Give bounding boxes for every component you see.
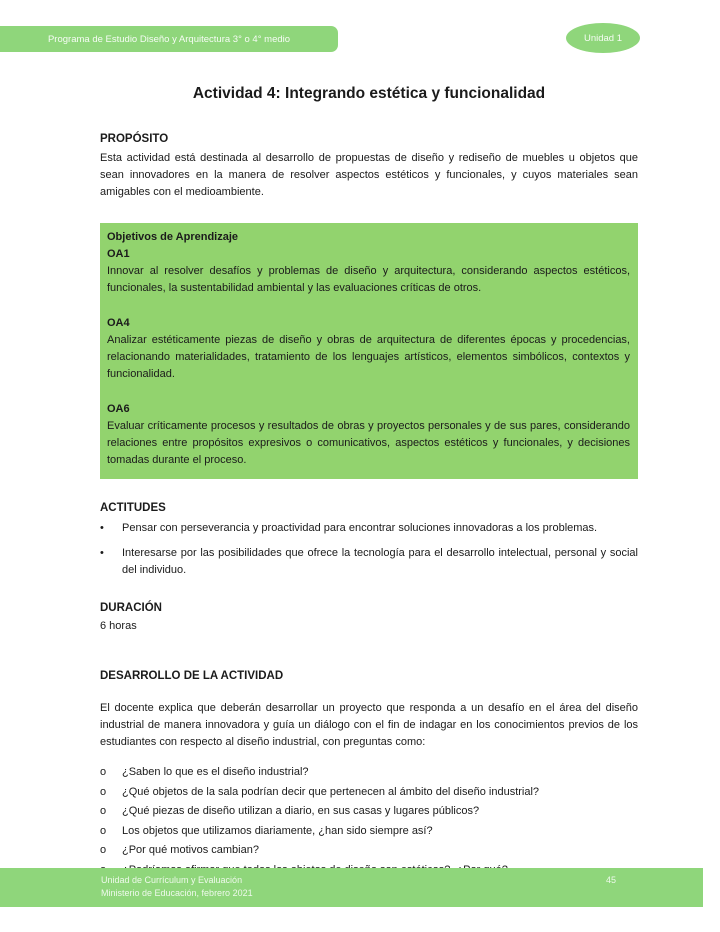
list-item (100, 802, 638, 822)
actitudes-list (100, 520, 638, 579)
circle-bullet-icon: o (100, 805, 107, 817)
duracion-heading: DURACIÓN (100, 602, 162, 614)
proposito-heading: PROPÓSITO (100, 133, 169, 145)
program-badge-label: Programa de Estudio Diseño y Arquitectura 3° o 4° medio (47, 33, 291, 45)
list-item-text: Interesarse por las posibilidades que ofrece la tecnología para el desarrollo intelectual, personal y social del individuo. (122, 547, 638, 576)
list-item (100, 822, 638, 842)
question-text: Los objetos que utilizamos diariamente, ¿han sido siempre así? (122, 824, 433, 837)
bullet-icon: • (100, 547, 104, 559)
question-text: ¿Saben lo que es el diseño industrial? (122, 766, 309, 778)
desarrollo-heading: DESARROLLO DE LA ACTIVIDAD (100, 670, 284, 682)
oa-text: Analizar estéticamente piezas de diseño y obras de arquitectura de diferentes épocas y procedencias, relacionando materialidades, tratamiento de los lenguajes artísticos, elementos simbólicos, contextos y funcionalidad. (107, 334, 630, 380)
list-item-text: Pensar con perseverancia y proactividad para encontrar soluciones innovadoras a los problemas. (122, 522, 598, 534)
page-number: 45 (606, 875, 617, 885)
list-item (100, 545, 638, 579)
page-content (100, 0, 638, 880)
footer-credits (101, 874, 253, 900)
list-item (100, 841, 638, 861)
section-proposito (100, 132, 638, 201)
bullet-icon: • (100, 522, 104, 534)
oa-code: OA6 (107, 403, 130, 415)
actitudes-heading: ACTITUDES (100, 502, 166, 514)
oa-text: Innovar al resolver desafíos y problemas de diseño y arquitectura, considerando aspectos estéticos, funcionales, la sustentabilidad ambiental y las evaluaciones críticas de otros. (107, 265, 630, 294)
circle-bullet-icon: o (100, 844, 107, 856)
objetivos-aprendizaje-box (100, 223, 638, 479)
list-item (100, 520, 638, 537)
duracion-value: 6 horas (100, 620, 137, 632)
circle-bullet-icon: o (100, 785, 107, 798)
list-item (100, 763, 638, 783)
section-desarrollo (100, 669, 638, 880)
circle-bullet-icon: o (100, 766, 107, 778)
unit-badge-label: Unidad 1 (583, 32, 623, 44)
oa-text: Evaluar críticamente procesos y resultados de obras y proyectos personales y de sus pares, considerando relaciones entre propósitos expresivos o comunicativos, aspectos estéticos y funcionales, y decisiones tomadas durante el proceso. (107, 420, 630, 466)
footer-line2: Ministerio de Educación, febrero 2021 (101, 888, 253, 898)
page-title: Actividad 4: Integrando estética y funcionalidad (192, 85, 546, 102)
question-text: ¿Qué objetos de la sala podrían decir que pertenecen al ámbito del diseño industrial? (122, 785, 540, 798)
circle-bullet-icon: o (100, 824, 107, 837)
section-duracion (100, 601, 638, 635)
oa-code: OA1 (107, 248, 130, 260)
oa-item (107, 315, 630, 383)
page-footer (0, 868, 703, 907)
section-actitudes (100, 501, 638, 579)
question-list (100, 763, 638, 880)
oa-code: OA4 (107, 317, 130, 329)
question-text: ¿Por qué motivos cambian? (122, 844, 259, 856)
desarrollo-intro: El docente explica que deberán desarrollar un proyecto que responda a un desafío en el área del diseño industrial de manera innovadora y guía un diálogo con el fin de indagar en los conocimientos previos de los estudiantes con respecto al diseño industrial, con preguntas como: (100, 702, 638, 748)
question-text: ¿Qué piezas de diseño utilizan a diario, en sus casas y lugares públicos? (122, 805, 480, 817)
oa-item (107, 401, 630, 469)
list-item (100, 783, 638, 803)
proposito-body: Esta actividad está destinada al desarrollo de propuestas de diseño y rediseño de muebles u objetos que sean innovadores en la manera de resolver aspectos estéticos y funcionales, y cuyos materiales sean amigables con el medioambiente. (100, 152, 638, 198)
oa-item (107, 246, 630, 297)
footer-line1: Unidad de Currículum y Evaluación (101, 875, 243, 885)
oa-box-heading: Objetivos de Aprendizaje (107, 231, 239, 243)
